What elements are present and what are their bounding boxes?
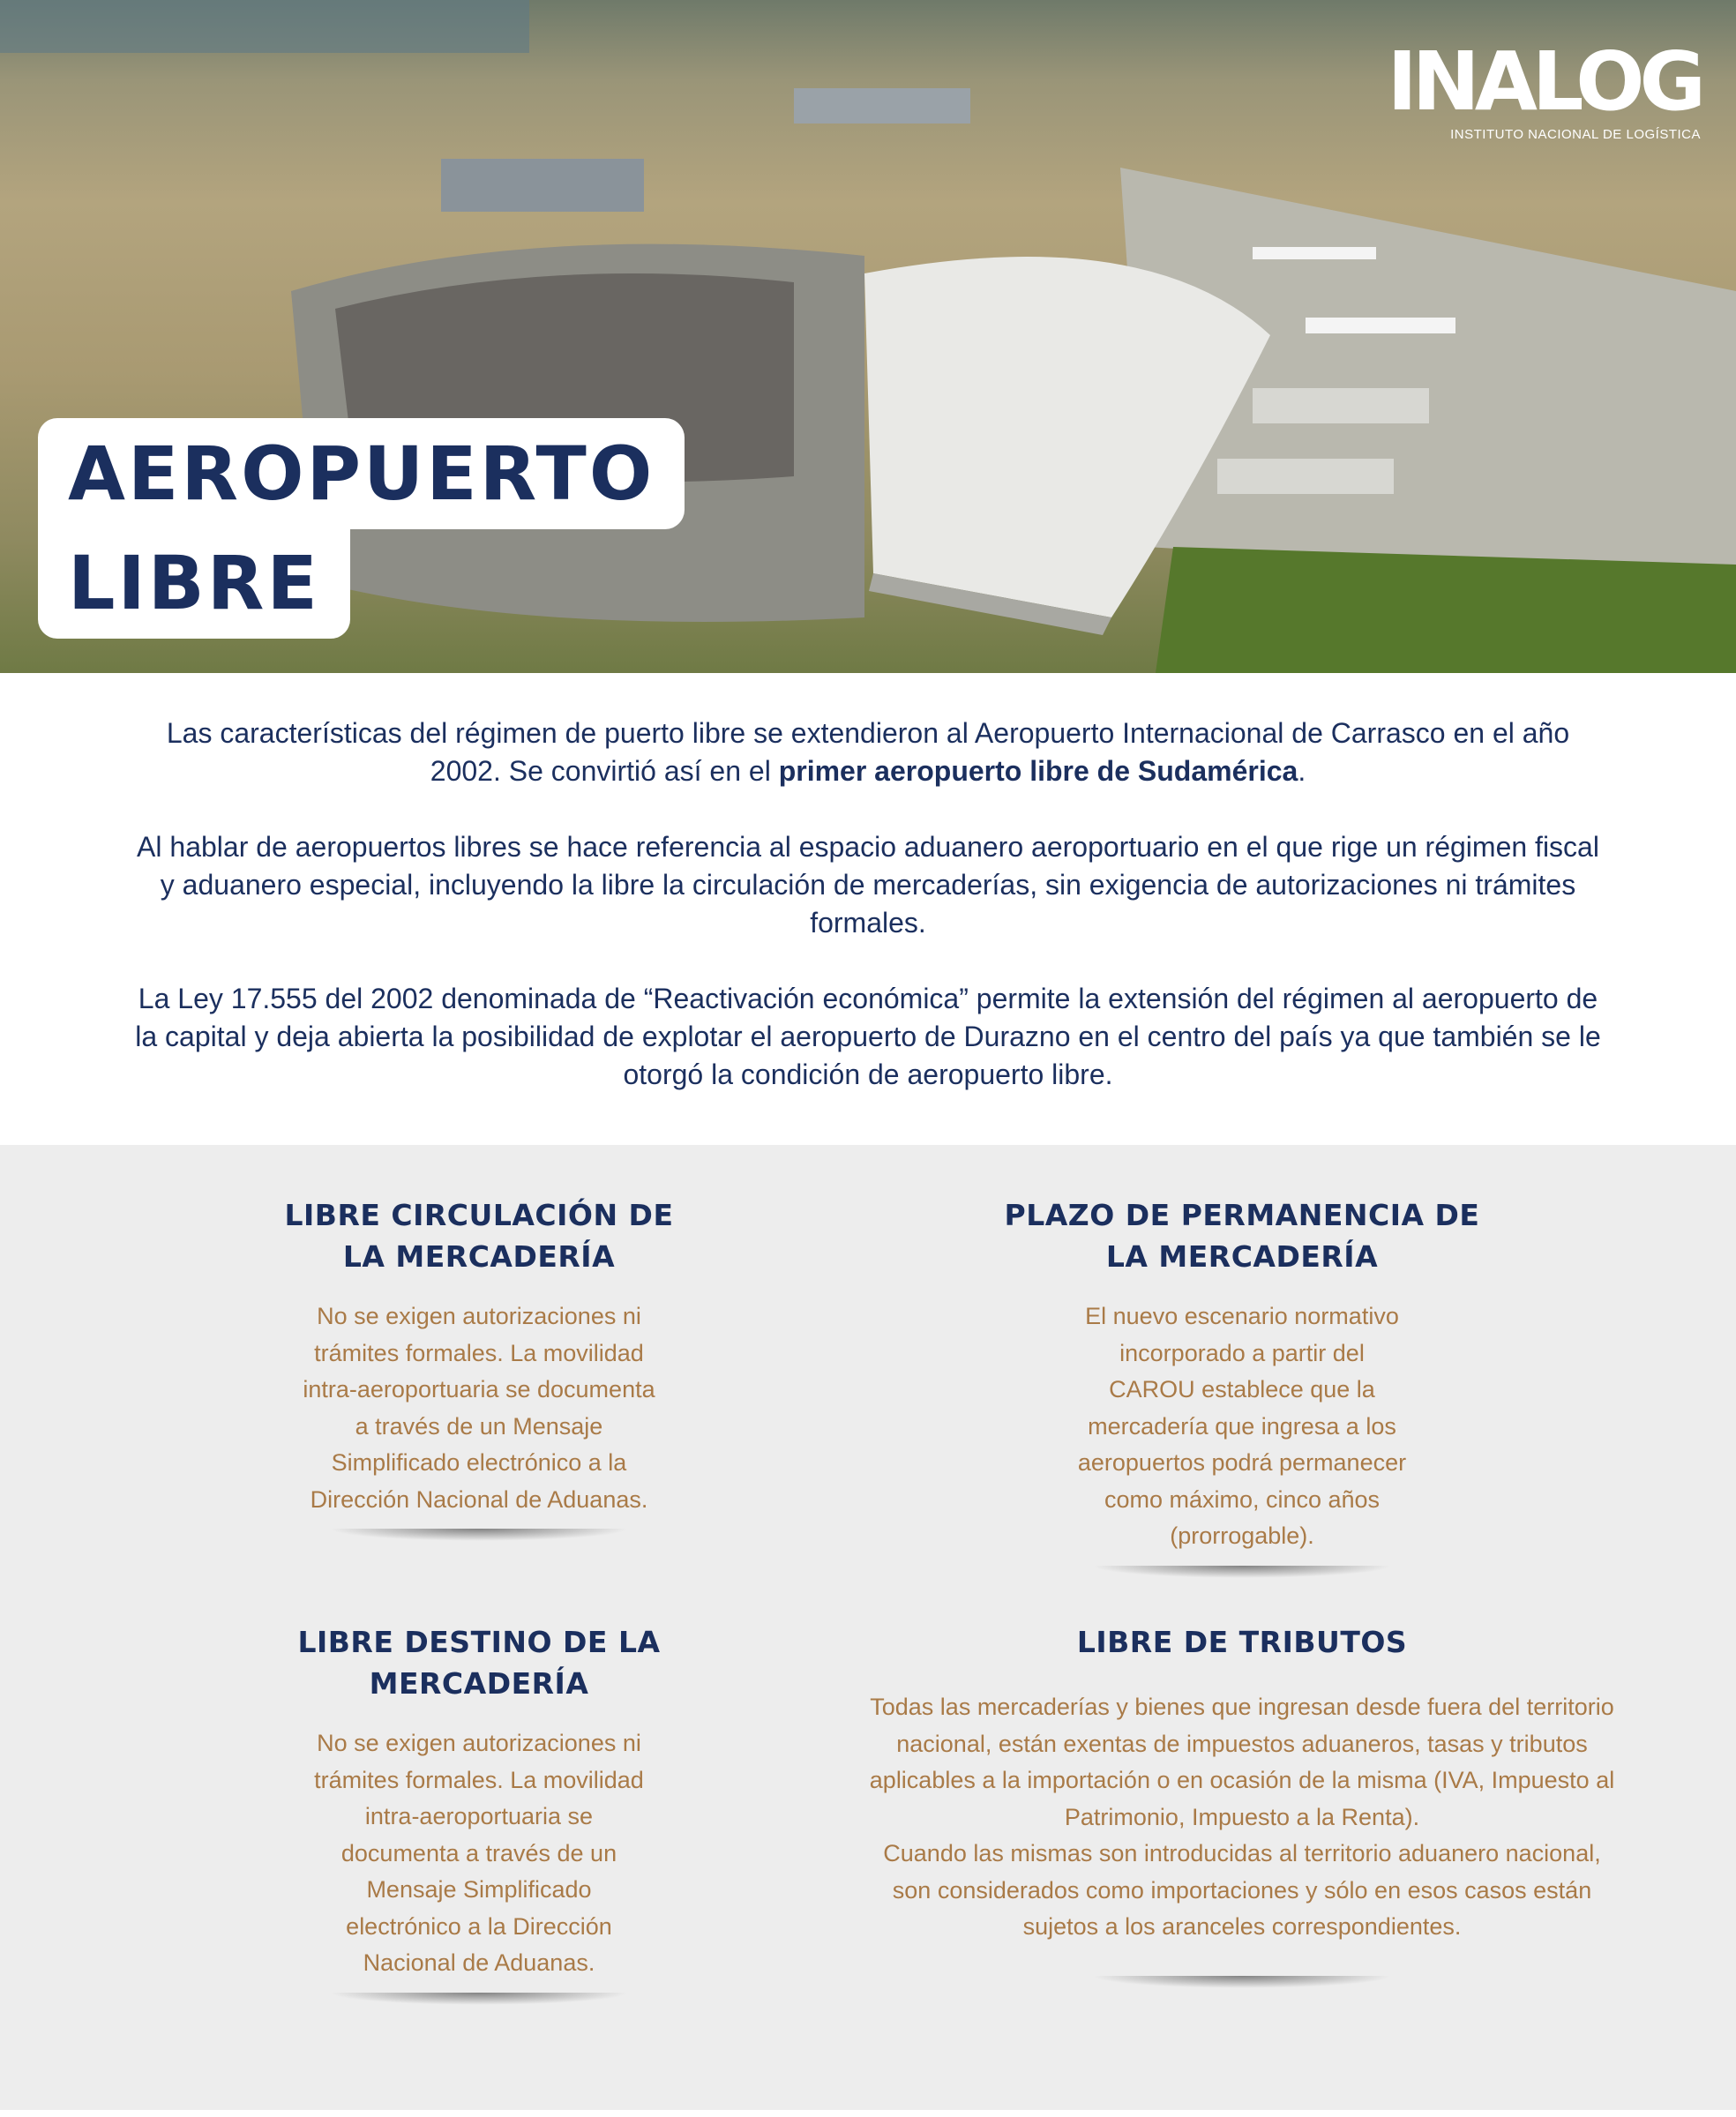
- card-shadow-divider: [1092, 1566, 1392, 1578]
- intro-text-span: .: [1298, 755, 1306, 787]
- feature-card-libre-tributos: [854, 1621, 1630, 1988]
- feature-title: LIBRE CIRCULACIÓN DE LA MERCADERÍA: [284, 1198, 674, 1274]
- intro-paragraph-3: La Ley 17.555 del 2002 denominada de “Reactivación económica” permite la extensión del régimen al aeropuerto de la capital y deja abierta la posibilidad de explotar el aeropuerto de Durazno en el centro del país ya que también se le otorgó la condición de aeropuerto libre.: [135, 983, 1601, 1090]
- intro-text-span: Las características del régimen de puerto libre se extendieron al Aeropuerto Internacional de Carrasco en el año 2002. Se convirtió así en el: [166, 717, 1570, 787]
- feature-card-libre-circulacion: [258, 1194, 700, 1541]
- intro-text: [132, 714, 1604, 1132]
- intro-highlight: primer aeropuerto libre de Sudamérica: [778, 755, 1298, 787]
- title-line-1: AEROPUERTO: [38, 418, 685, 529]
- page-title: [38, 418, 685, 639]
- intro-paragraph-1: [132, 714, 1604, 790]
- title-line-2: LIBRE: [38, 527, 350, 639]
- feature-body: No se exigen autorizaciones ni trámites formales. La movilidad intra-aeroportuaria se documenta a través de un Mensaje Simplificado electrónico a la Dirección Nacional de Aduanas.: [314, 1730, 644, 1976]
- feature-body: No se exigen autorizaciones ni trámites formales. La movilidad intra-aeroportuaria se documenta a través de un Mensaje Simplificado electrónico a la Dirección Nacional de Aduanas.: [303, 1303, 655, 1513]
- card-shadow-divider: [329, 1993, 629, 2005]
- card-shadow-divider: [329, 1529, 629, 1541]
- feature-title: PLAZO DE PERMANENCIA DE LA MERCADERÍA: [1004, 1198, 1480, 1274]
- logo-subtitle: INSTITUTO NACIONAL DE LOGÍSTICA: [1450, 127, 1701, 142]
- feature-card-plazo-permanencia: [986, 1194, 1498, 1578]
- intro-paragraph-2: Al hablar de aeropuertos libres se hace referencia al espacio aduanero aeroportuario en el que rige un régimen fiscal y aduanero especial, incluyendo la libre la circulación de mercaderías, sin exigencia de autorizaciones ni trámites formales.: [137, 831, 1599, 939]
- feature-body-2: Cuando las mismas son introducidas al territorio aduanero nacional, son considerados como importaciones y sólo en esos casos están sujetos a los aranceles correspondientes.: [883, 1840, 1601, 1940]
- feature-card-libre-destino: [258, 1621, 700, 2005]
- logo-wordmark: INALOG: [1387, 34, 1701, 129]
- inalog-logo: [1387, 34, 1702, 142]
- card-shadow-divider: [1092, 1976, 1392, 1988]
- feature-title: LIBRE DESTINO DE LA MERCADERÍA: [297, 1625, 661, 1701]
- feature-body: Todas las mercaderías y bienes que ingresan desde fuera del territorio nacional, están exentas de impuestos aduaneros, tasas y tributos aplicables a la importación o en ocasión de la misma (IVA, Impuesto al Patrimonio, Impuesto a la Renta).: [869, 1694, 1615, 1830]
- feature-body: El nuevo escenario normativo incorporado a partir del CAROU establece que la mercadería que ingresa a los aeropuertos podrá permanecer como máximo, cinco años (prorrogable).: [1077, 1303, 1407, 1549]
- feature-title: LIBRE DE TRIBUTOS: [1076, 1625, 1408, 1659]
- features-section: [0, 1145, 1736, 2110]
